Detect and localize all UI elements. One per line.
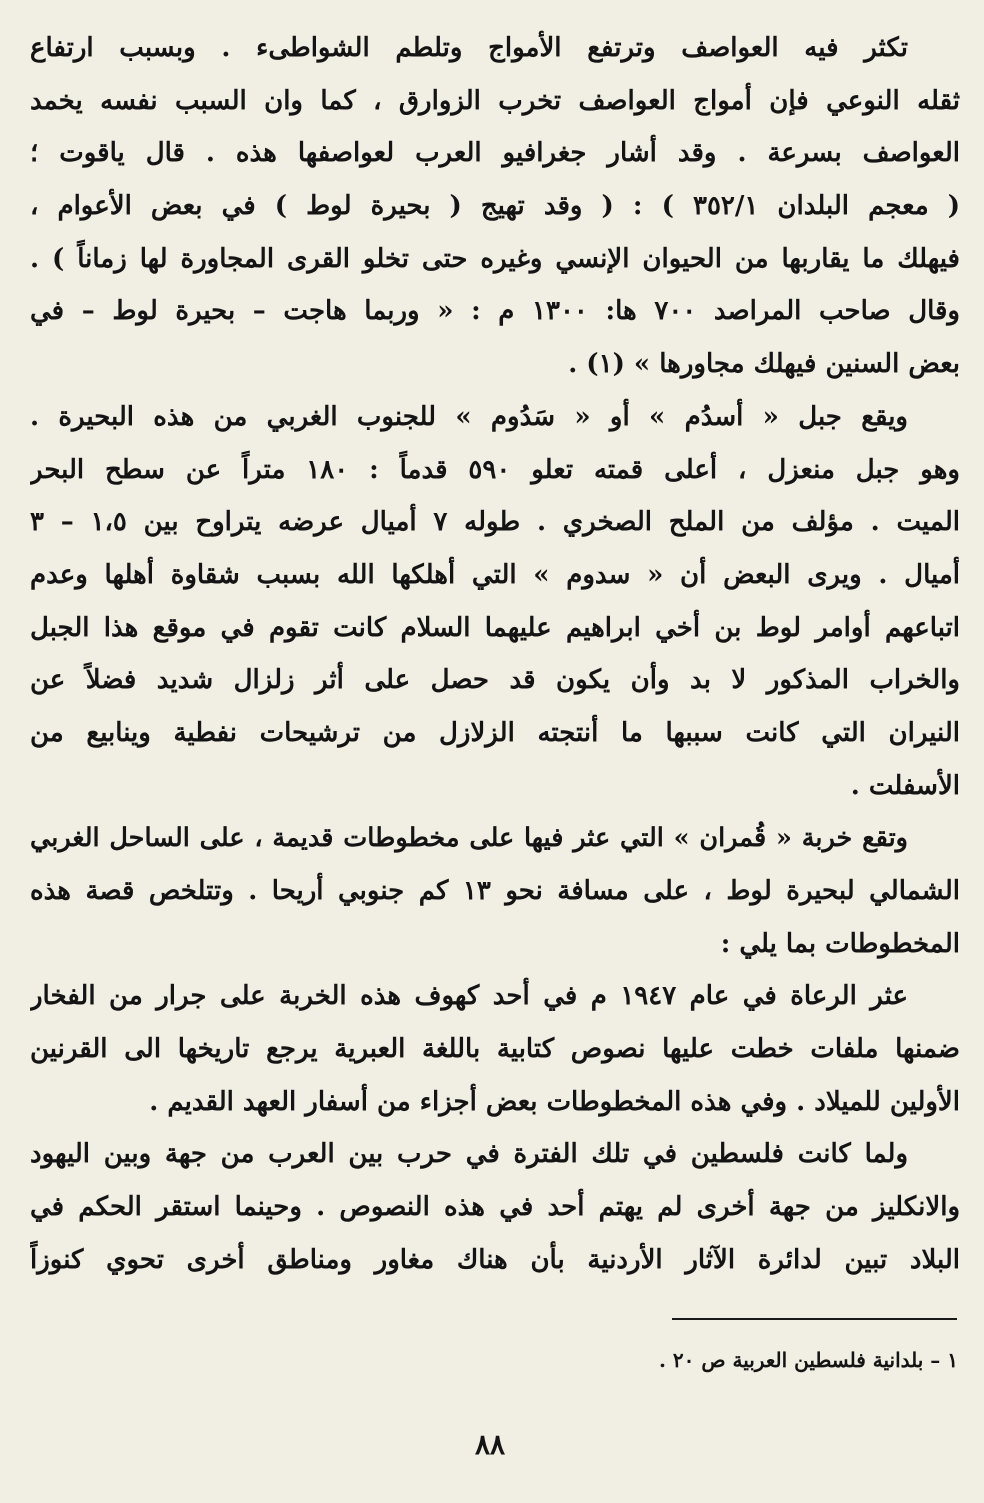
text-line: تكثر فيه العواصف وترتفع الأمواج وتلطم الشواطىء . وبسبب ارتفاع [30, 33, 908, 63]
body-text [30, 22, 960, 1287]
text-line: الأولين للميلاد . وفي هذه المخطوطات بعض أجزاء من أسفار العهد القديم . [149, 1086, 960, 1117]
text-line: وتقع خربة « قُمران » التي عثر فيها على مخطوطات قديمة ، على الساحل الغربي [30, 823, 908, 854]
text-line: الشمالي لبحيرة لوط ، على مسافة نحو ١٣ كم جنوبي أريحا . وتتلخص قصة هذه [30, 876, 960, 906]
text-line: ولما كانت فلسطين في تلك الفترة في حرب بين العرب من جهة وبين اليهود [30, 1139, 908, 1170]
text-line: الأسفلت . [850, 770, 960, 801]
text-line: اتباعهم أوامر لوط بن أخي ابراهيم عليهما السلام كانت تقوم في موقع هذا الجبل [30, 612, 960, 643]
text-line: المخطوطات بما يلي : [720, 928, 960, 959]
text-line: والخراب المذكور لا بد وأن يكون قد حصل على أثر زلزال شديد فضلاً عن [30, 665, 960, 696]
text-line: بعض السنين فيهلك مجاورها » (١) . [568, 349, 960, 380]
text-line: أميال . ويرى البعض أن « سدوم » التي أهلكها الله بسبب شقاوة أهلها وعدم [30, 559, 960, 590]
text-line: عثر الرعاة في عام ١٩٤٧ م في أحد كهوف هذه الخربة على جرار من الفخار [30, 981, 908, 1012]
footnote: ١ – بلدانية فلسطين العربية ص ٢٠ . [658, 1348, 958, 1372]
text-line: ثقله النوعي فإن أمواج العواصف تخرب الزوارق ، كما وان السبب نفسه يخمد [30, 85, 960, 116]
page-number: ٨٨ [474, 1428, 506, 1461]
text-line: ضمنها ملفات خطت عليها نصوص كتابية باللغة العبرية يرجع تاريخها الى القرنين [30, 1034, 960, 1065]
text-line: ويقع جبل « أسدُم » أو « سَدُوم » للجنوب الغربي من هذه البحيرة . [30, 401, 908, 432]
footnote-divider [672, 1318, 957, 1320]
text-line: وقال صاحب المراصد ٧٠٠ ها: ١٣٠٠ م : « وربما هاجت – بحيرة لوط – في [30, 296, 960, 327]
text-line: الميت . مؤلف من الملح الصخري . طوله ٧ أميال عرضه يتراوح بين ١،٥ – ٣ [30, 507, 960, 538]
text-line: فيهلك ما يقاربها من الحيوان الإنسي وغيره حتى تخلو القرى المجاورة لها زماناً ) . [30, 243, 960, 274]
text-line: البلاد تبين لدائرة الآثار الأردنية بأن هناك مغاور ومناطق أخرى تحوي كنوزاً [30, 1244, 960, 1275]
text-line: النيران التي كانت سببها ما أنتجته الزلازل من ترشيحات نفطية وينابيع من [30, 717, 960, 748]
text-line: والانكليز من جهة أخرى لم يهتم أحد في هذه النصوص . وحينما استقر الحكم في [30, 1192, 960, 1223]
text-line: وهو جبل منعزل ، أعلى قمته تعلو ٥٩٠ قدماً : ١٨٠ متراً عن سطح البحر [30, 454, 960, 485]
text-line: ( معجم البلدان ٣٥٢/١ ) : ( وقد تهيج ( بحيرة لوط ) في بعض الأعوام ، [30, 191, 960, 222]
text-line: العواصف بسرعة . وقد أشار جغرافيو العرب لعواصفها هذه . قال ياقوت ؛ [30, 138, 960, 169]
